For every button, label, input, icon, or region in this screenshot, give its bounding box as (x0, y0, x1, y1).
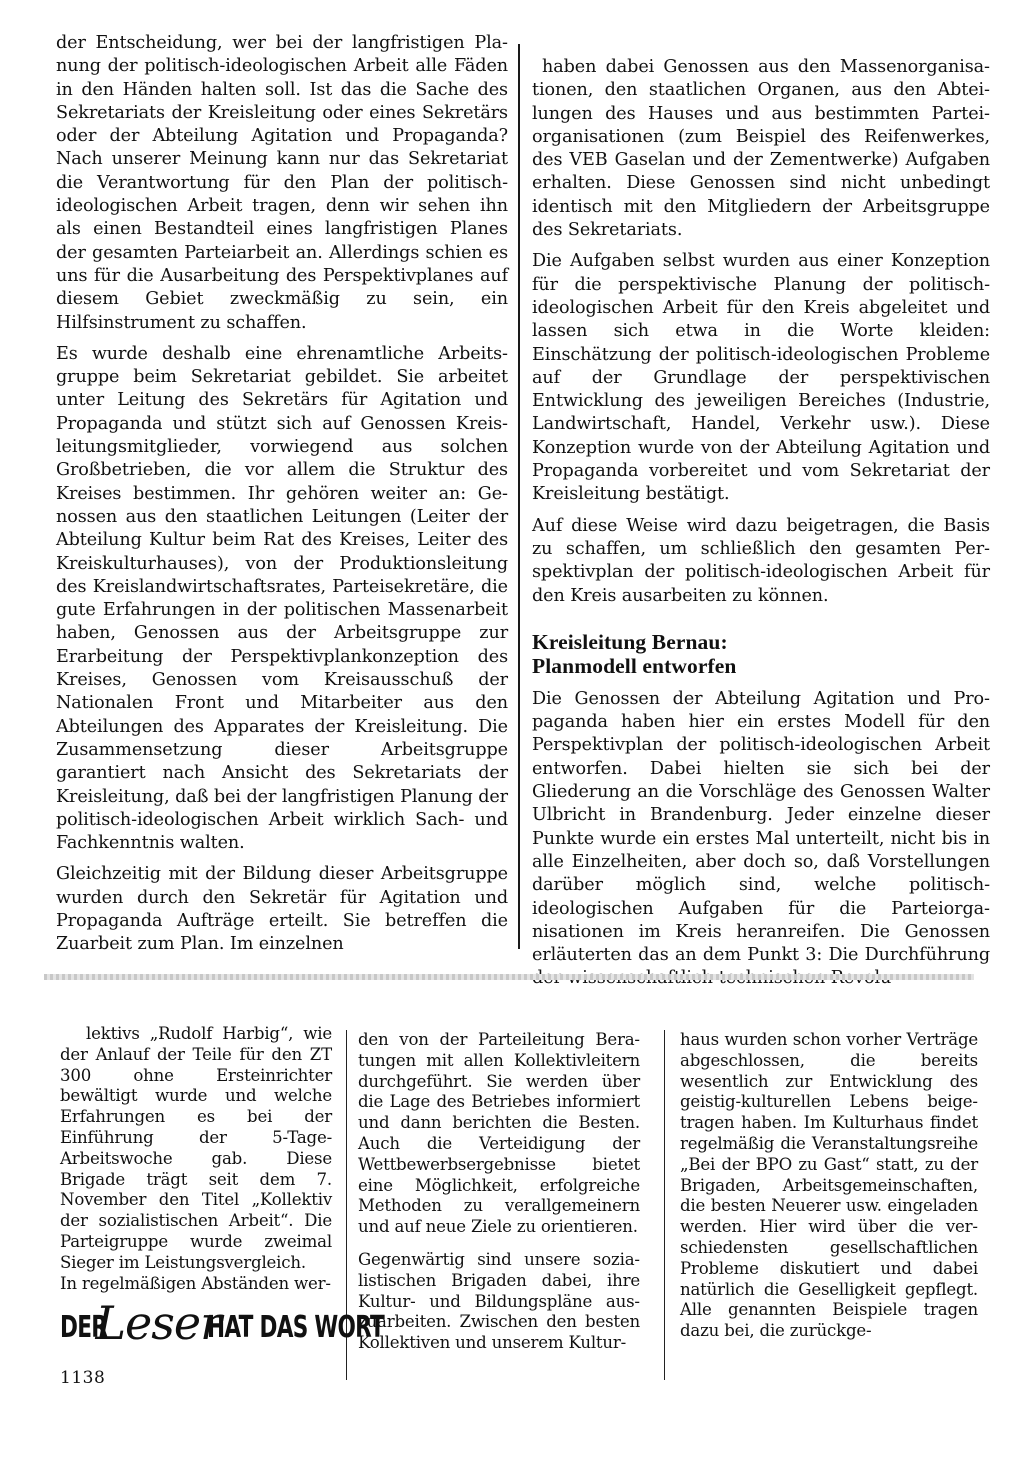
paragraph: Es wurde deshalb eine ehrenamtliche Arbeitsgruppe beim Sekretariat gebildet. Sie arbeitet unter Leitung des Sekretärs für Agitation und Propaganda und stützt sich auf Genossen Kreisleitungsmitglieder, vorwiegend aus solchen Großbetrieben, die vor allem die Struktur des Kreises bestimmen. Ihr gehören weiter an: Genossen aus den staatlichen Leitungen (Leiter der Abteilung Kultur beim Rat des Kreises, Leiter des Kreiskulturhauses), von der Produktionsleitung des Kreislandwirtschaftsrates, Parteisekretäre, die gute Erfahrungen in der politischen Massenarbeit haben, Genossen aus der Arbeitsgruppe zur Erarbeitung der Perspektivplankonzeption des Kreises, Genossen vom Kreisausschuß der Nationalen Front und Mitarbeiter aus den Abteilungen des Apparates der Kreisleitung. Die Zusammensetzung dieser Arbeitsgruppe garantiert nach Ansicht des Sekretariats der Kreisleitung, daß bei der langfristigen Planung der politisch-ideologischen Arbeit wirklich Sach- und Fachkenntnis walten. (56, 343, 508, 854)
paragraph: den von der Parteileitung Beratungen mit allen Kollektivleitern durchgeführt. Sie werden über die Lage des Betriebes informiert und dann berichten die Besten. Auch die Verteidigung der Wettbewerbsergebnisse bietet eine Möglichkeit, erfolgreiche Methoden zu verallgemeinern und auf neue Ziele zu orientieren. (358, 1030, 640, 1237)
top-right-column (532, 56, 990, 991)
paragraph: Auf diese Weise wird dazu beigetragen, die Basis zu schaffen, um schließlich den gesamten Perspektivplan der politisch-ideologischen Arbeit für den Kreis ausarbeiten zu können. (532, 515, 990, 606)
logo-word-left: DER (60, 1309, 108, 1345)
paragraph: Gegenwärtig sind unsere sozialistischen Brigaden dabei, ihre Kultur- und Bildungspläne auszuarbeiten. Zwischen den besten Kollektiven und unserem Kultur- (358, 1249, 640, 1353)
logo-script-word: Leser (95, 1296, 222, 1350)
section-heading-line: Planmodell entworfen (532, 653, 737, 678)
column-logo (60, 1296, 385, 1352)
logo-word-right: HAT DAS WORT (207, 1309, 385, 1345)
paragraph: der Entscheidung, wer bei der langfristigen Planung der politisch-ideologischen Arbeit alle Fäden in den Händen halten soll. Ist das die Sache des Sekretariats der Kreisleitung oder eines Sekretärs oder der Abteilung Agitation und Propaganda? Nach unserer Meinung kann nur das Sekretariat die Verantwortung für den Plan der politisch-ideologischen Arbeit tragen, denn wir sehen ihn als einen Bestandteil eines langfristigen Planes der gesamten Parteiarbeit an. Allerdings schien es uns für die Ausarbeitung des Perspektivplanes auf diesem Gebiet zweckmäßig zu sein, ein Hilfsinstrument zu schaffen. (56, 33, 508, 333)
paragraph: Die Genossen der Abteilung Agitation und Propaganda haben hier ein erstes Modell für den Perspektivplan der politisch-ideologischen Arbeit entworfen. Dabei hielten sie sich bei der Gliederung an die Vorschläge des Genossen Walter Ulbricht in Brandenburg. Jeder einzelne dieser Punkte wurde ein erstes Mal unterteilt, nicht bis in alle Einzelheiten, aber doch so, daß Vorstellungen darüber möglich sind, welche politisch-ideologischen Aufgaben für die Parteiorganisationen im Kreis heranreifen. Die Genossen erläuterten das an dem Punkt 3: Die Durchführung (532, 688, 990, 966)
page-number: 1138 (60, 1368, 106, 1388)
paragraph: haben dabei Genossen aus den Massenorganisationen, den staatlichen Organen, aus den Abteilungen des Hauses und aus bestimmten Parteiorganisationen (zum Beispiel des Reifenwerkes, des VEB Gaselan und der Zementwerke) Aufgaben erhalten. Diese Genossen sind nicht unbedingt identisch mit den Mitgliedern der Arbeitsgruppe des Sekretariats. (532, 57, 990, 241)
column-divider (664, 1030, 665, 1380)
section-heading-line: Kreisleitung Bernau: (532, 629, 728, 654)
paragraph: Gleichzeitig mit der Bildung dieser Arbeitsgruppe wurden durch den Sekretär für Agitation und Propaganda Aufträge erteilt. Sie betreffen die Zuarbeit zum Plan. Im einzelnen (56, 864, 508, 955)
paragraph: lektivs „Rudolf Harbig“, wie der Anlauf der Teile für den ZT 300 ohne Ersteinrichter bewältigt wurde und welche Erfahrungen es bei der Einführung der 5-Tage-Arbeitswoche gab. Diese Brigade trägt seit dem 7. November den Titel „Kollektiv der sozialistischen Arbeit“. Die Parteigruppe wurde zweimal Sieger im Leistungsvergleich. (60, 1024, 332, 1272)
paragraph: In regelmäßigen Abständen wer- (60, 1273, 331, 1293)
paragraph: haus wurden schon vorher Verträge abgeschlossen, die bereits wesentlich zur Entwicklung des geistig-kulturellen Lebens beigetragen haben. Im Kulturhaus findet regelmäßig die Veranstaltungsreihe „Bei der BPO zu Gast“ statt, zu der Brigaden, Arbeitsgemeinschaften, die besten Neuerer usw. eingeladen werden. Hier wird über die verschiedensten gesellschaftlichen Probleme diskutiert und dabei natürlich die Geselligkeit gepflegt. Alle genannten Beispiele tragen dazu bei, die zurückge- (680, 1030, 978, 1341)
bottom-column-1 (60, 1024, 332, 1294)
bottom-column-3 (680, 1030, 978, 1342)
section-heading (532, 630, 990, 678)
horizontal-divider (44, 974, 974, 980)
column-divider (518, 44, 520, 949)
top-left-column (56, 32, 508, 957)
paragraph: Die Aufgaben selbst wurden aus einer Konzeption für die perspektivische Planung der politisch-ideologischen Arbeit für den Kreis abgeleitet und lassen sich etwa in die Worte kleiden: Einschätzung der politisch-ideologischen Probleme auf der Grundlage der perspektivischen Entwicklung des jeweiligen Bereiches (Industrie, Landwirtschaft, Handel, Verkehr usw.). Diese Konzeption wurde von der Abteilung Agitation und Propaganda vorbereitet und vom Sekretariat der Kreisleitung bestätigt. (532, 251, 990, 505)
bottom-column-2 (358, 1030, 640, 1354)
